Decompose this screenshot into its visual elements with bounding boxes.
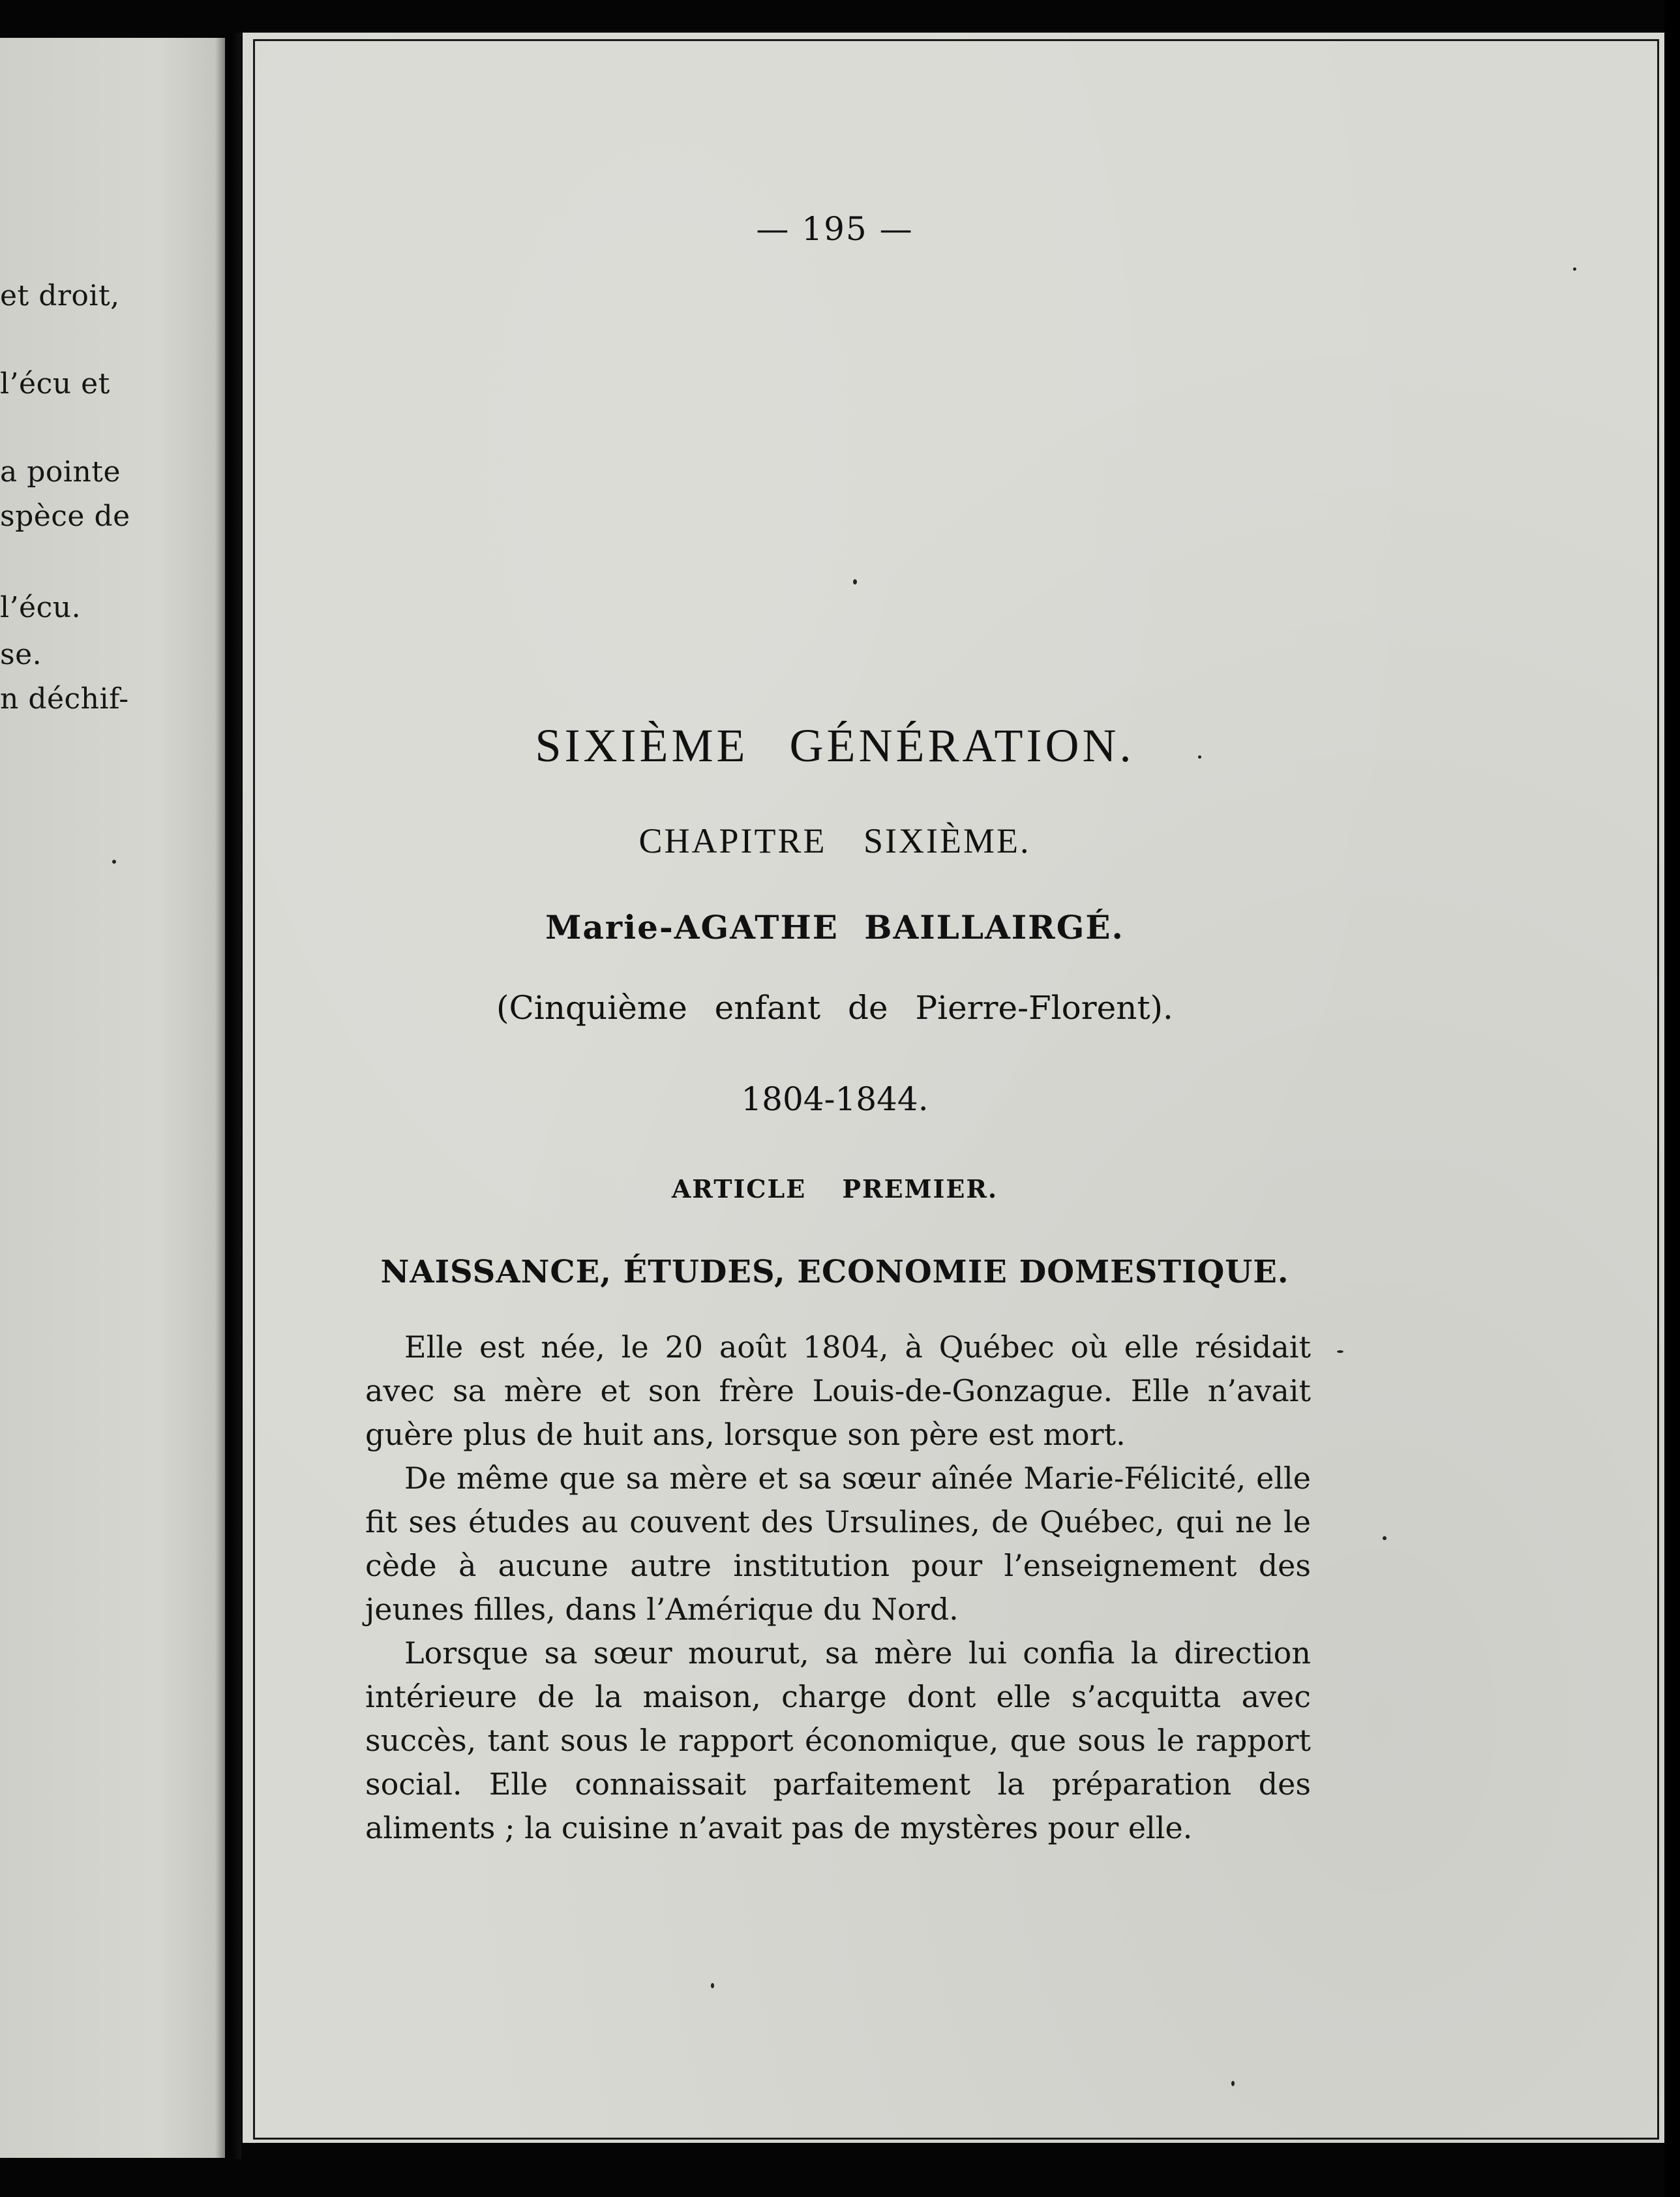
- scan-speck: [711, 1983, 714, 1988]
- left-page-line: n déchif-: [0, 682, 129, 716]
- paragraph: Lorsque sa sœur mourut, sa mère lui confia la direction intérieure de la maison, charge dont elle s’acquitta avec succès, tant sous le rapport économique, que sous le rapport social. Elle connaissait parfaitement la préparation des aliments ; la cuisine n’avait pas de mystères pour elle.: [365, 1635, 1311, 1845]
- generation-title: SIXIÈME GÉNÉRATION.: [535, 720, 1135, 772]
- scan-speck: [1383, 1536, 1387, 1540]
- parentage-line: (Cinquième enfant de Pierre-Florent).: [496, 989, 1173, 1027]
- chapter-heading: CHAPITRE SIXIÈME.: [638, 821, 1031, 860]
- left-page-line: l’écu.: [0, 591, 82, 624]
- page-gutter-shadow: [215, 33, 241, 2159]
- scan-speck: [1231, 2081, 1235, 2086]
- previous-page-fragment: [0, 38, 225, 2158]
- scan-right-edge: [1664, 0, 1680, 2197]
- left-page-line: l’écu et: [0, 367, 110, 401]
- scan-speck: [1337, 1350, 1343, 1353]
- scan-speck: [853, 579, 857, 584]
- scan-speck: [112, 860, 116, 864]
- scan-speck: [1198, 755, 1201, 759]
- person-name: Marie-AGATHE BAILLAIRGÉ.: [545, 908, 1124, 947]
- paragraph: De même que sa mère et sa sœur aînée Marie-Félicité, elle fit ses études au couvent des Ursulines, de Québec, qui ne le cède à aucune autre institution pour l’enseignement des jeunes filles, dans l’Amérique du Nord.: [365, 1461, 1311, 1627]
- left-page-line: a pointe: [0, 455, 121, 489]
- paragraph: Elle est née, le 20 août 1804, à Québec où elle résidait avec sa mère et son frère Louis-de-Gonzague. Elle n’avait guère plus de huit ans, lorsque son père est mort.: [365, 1329, 1311, 1452]
- life-years: 1804-1844.: [741, 1080, 929, 1118]
- left-page-line: se.: [0, 638, 42, 671]
- left-page-line: spèce de: [0, 500, 130, 533]
- left-page-line: et droit,: [0, 279, 120, 312]
- body-text: [365, 1326, 1311, 1850]
- scan-speck: [1573, 267, 1576, 271]
- article-heading: ARTICLE PREMIER.: [671, 1174, 998, 1204]
- page-number: — 195 —: [756, 210, 914, 248]
- section-title: NAISSANCE, ÉTUDES, ECONOMIE DOMESTIQUE.: [380, 1254, 1289, 1290]
